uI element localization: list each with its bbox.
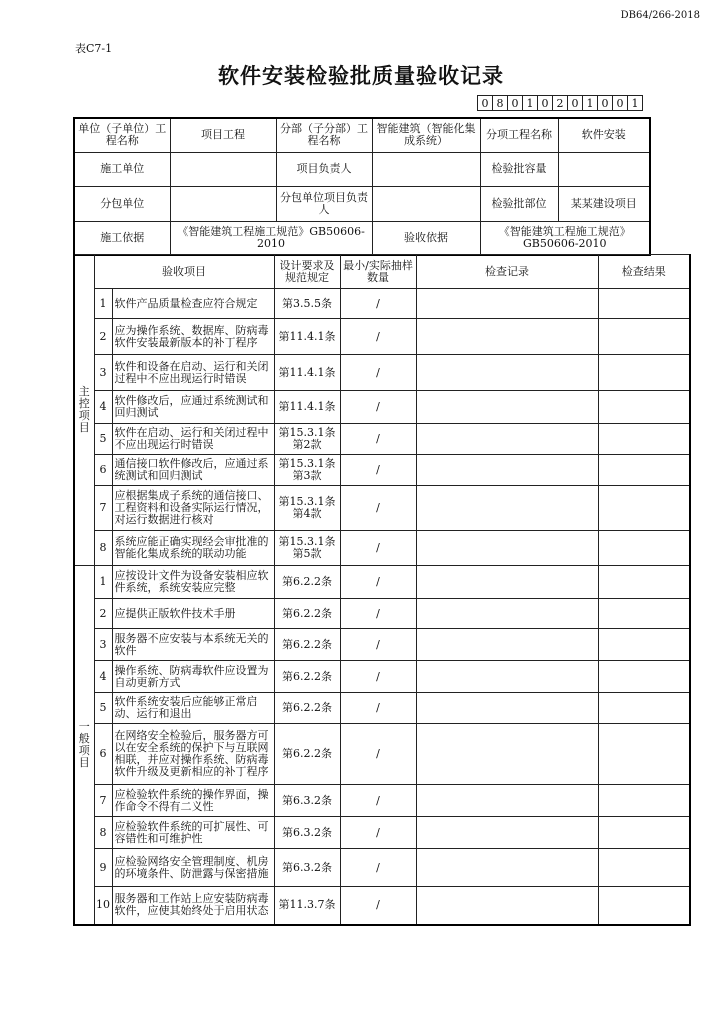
check-result[interactable] — [598, 289, 690, 319]
check-result[interactable] — [598, 629, 690, 661]
item-standard: 第6.2.2条 — [274, 629, 340, 661]
table-row — [74, 661, 690, 693]
table-row — [74, 486, 690, 531]
item-number: 5 — [94, 424, 112, 455]
table-row — [74, 817, 690, 849]
item-sample[interactable]: / — [340, 724, 416, 785]
item-standard: 第11.4.1条 — [274, 319, 340, 355]
item-sample[interactable]: / — [340, 319, 416, 355]
table-row — [74, 566, 690, 599]
item-standard: 第15.3.1条第5款 — [274, 531, 340, 566]
table-row — [74, 785, 690, 817]
item-number: 4 — [94, 661, 112, 693]
item-standard: 第11.3.7条 — [274, 887, 340, 925]
item-number: 1 — [94, 566, 112, 599]
item-text: 应根据集成子系统的通信接口、工程资料和设备实际运行情况，对运行数据进行核对 — [112, 486, 274, 531]
table-row — [74, 391, 690, 424]
item-standard: 第3.5.5条 — [274, 289, 340, 319]
col-sample: 最小/实际抽样数量 — [340, 255, 416, 289]
check-record[interactable] — [416, 455, 598, 486]
side-label-char: 控 — [78, 397, 90, 410]
capacity-label: 检验批容量 — [480, 152, 558, 186]
item-number: 7 — [94, 785, 112, 817]
subunit-value[interactable]: 智能建筑（智能化集成系统） — [372, 118, 480, 152]
check-record[interactable] — [416, 531, 598, 566]
item-text: 通信接口软件修改后，应通过系统测试和回归测试 — [112, 455, 274, 486]
table-row — [74, 887, 690, 925]
item-standard: 第6.2.2条 — [274, 661, 340, 693]
table-row — [74, 693, 690, 724]
item-text: 在网络安全检验后，服务器方可以在安全系统的保护下与互联网相联，并应对操作系统、防病毒软件升级及更新相应的补丁程序 — [112, 724, 274, 785]
item-standard: 第6.2.2条 — [274, 599, 340, 629]
table-row — [74, 531, 690, 566]
check-record[interactable] — [416, 849, 598, 887]
item-text: 软件修改后，应通过系统测试和回归测试 — [112, 391, 274, 424]
item-number: 2 — [94, 599, 112, 629]
item-number: 9 — [94, 849, 112, 887]
item-number: 3 — [94, 629, 112, 661]
check-record[interactable] — [416, 693, 598, 724]
item-number: 8 — [94, 817, 112, 849]
form-number: 表C7-1 — [75, 42, 113, 55]
basis-value[interactable]: 《智能建筑工程施工规范》GB50606-2010 — [170, 221, 372, 255]
item-text: 应提供正版软件技术手册 — [112, 599, 274, 629]
header-table — [73, 117, 651, 256]
item-text: 应检验软件系统的可扩展性、可容错性和可维护性 — [112, 817, 274, 849]
side-label-char: 一 — [78, 719, 90, 733]
standard-code: DB64/266-2018 — [620, 10, 700, 21]
check-record[interactable] — [416, 785, 598, 817]
item-sample[interactable]: / — [340, 531, 416, 566]
code-digit: 0 — [507, 95, 523, 111]
code-digit: 0 — [612, 95, 628, 111]
item-sample[interactable]: / — [340, 391, 416, 424]
code-digit: 0 — [537, 95, 553, 111]
part-label: 检验批部位 — [480, 186, 558, 221]
inspection-table — [73, 254, 691, 926]
item-number: 4 — [94, 391, 112, 424]
item-text: 软件在启动、运行和关闭过程中不应出现运行时错误 — [112, 424, 274, 455]
contractor-value[interactable] — [170, 152, 276, 186]
check-record[interactable] — [416, 355, 598, 391]
unit-value[interactable]: 项目工程 — [170, 118, 276, 152]
item-text: 服务器不应安装与本系统无关的软件 — [112, 629, 274, 661]
subunit-label: 分部（子分部）工程名称 — [276, 118, 372, 152]
item-standard: 第11.4.1条 — [274, 391, 340, 424]
check-result[interactable] — [598, 531, 690, 566]
contractor-label: 施工单位 — [74, 152, 170, 186]
check-result[interactable] — [598, 887, 690, 925]
acc-basis-value[interactable]: 《智能建筑工程施工规范》GB50606-2010 — [480, 221, 650, 255]
sub-label: 分包单位 — [74, 186, 170, 221]
check-result[interactable] — [598, 355, 690, 391]
unit-label: 单位（子单位）工程名称 — [74, 118, 170, 152]
item-sample[interactable]: / — [340, 599, 416, 629]
item-number: 6 — [94, 455, 112, 486]
code-digit: 0 — [477, 95, 493, 111]
col-design: 设计要求及规范规定 — [274, 255, 340, 289]
sub-value[interactable] — [170, 186, 276, 221]
item-sample[interactable]: / — [340, 629, 416, 661]
check-result[interactable] — [598, 661, 690, 693]
check-result[interactable] — [598, 849, 690, 887]
item-text: 软件和设备在启动、运行和关闭过程中不应出现运行时错误 — [112, 355, 274, 391]
item-standard: 第15.3.1条第2款 — [274, 424, 340, 455]
item-standard: 第15.3.1条第3款 — [274, 455, 340, 486]
check-result[interactable] — [598, 455, 690, 486]
item-sample[interactable]: / — [340, 817, 416, 849]
item-number: 8 — [94, 531, 112, 566]
item-sample[interactable]: / — [340, 887, 416, 925]
side-label-char: 般 — [78, 731, 90, 745]
check-result[interactable] — [598, 319, 690, 355]
item-number: 1 — [94, 289, 112, 319]
item-standard: 第11.4.1条 — [274, 355, 340, 391]
code-digit: 2 — [552, 95, 568, 111]
code-digit: 0 — [597, 95, 613, 111]
item-standard: 第6.2.2条 — [274, 724, 340, 785]
item-standard: 第6.3.2条 — [274, 817, 340, 849]
sub-pm-label: 分包单位项目负责人 — [276, 186, 372, 221]
table-row — [74, 724, 690, 785]
check-record[interactable] — [416, 817, 598, 849]
pm-label: 项目负责人 — [276, 152, 372, 186]
check-result[interactable] — [598, 724, 690, 785]
table-row — [74, 289, 690, 319]
item-number: 5 — [94, 693, 112, 724]
code-digit: 1 — [522, 95, 538, 111]
item-number: 10 — [94, 887, 112, 925]
check-result[interactable] — [598, 424, 690, 455]
item-sample[interactable]: / — [340, 486, 416, 531]
batch-code-boxes — [477, 95, 643, 111]
item-sample[interactable]: / — [340, 849, 416, 887]
item-standard: 第6.2.2条 — [274, 693, 340, 724]
item-standard: 第6.3.2条 — [274, 785, 340, 817]
check-record[interactable] — [416, 566, 598, 599]
item-number: 3 — [94, 355, 112, 391]
part-value[interactable]: 某某建设项目 — [558, 186, 650, 221]
side-label-char: 项 — [78, 743, 90, 757]
check-result[interactable] — [598, 693, 690, 724]
basis-label: 施工依据 — [74, 221, 170, 255]
code-digit: 1 — [582, 95, 598, 111]
item-sample[interactable]: / — [340, 566, 416, 599]
table-row — [74, 629, 690, 661]
check-result[interactable] — [598, 486, 690, 531]
table-row — [74, 319, 690, 355]
acc-basis-label: 验收依据 — [372, 221, 480, 255]
check-record[interactable] — [416, 486, 598, 531]
item-text: 应检验软件系统的操作界面，操作命令不得有二义性 — [112, 785, 274, 817]
table-row — [74, 424, 690, 455]
check-record[interactable] — [416, 599, 598, 629]
check-record[interactable] — [416, 629, 598, 661]
check-result[interactable] — [598, 391, 690, 424]
item-sample[interactable]: / — [340, 355, 416, 391]
item-number: 7 — [94, 486, 112, 531]
sub-pm-value[interactable] — [372, 186, 480, 221]
col-record: 检查记录 — [416, 255, 598, 289]
item-text: 服务器和工作站上应安装防病毒软件，应使其始终处于启用状态 — [112, 887, 274, 925]
item-standard: 第6.3.2条 — [274, 849, 340, 887]
code-digit: 1 — [627, 95, 643, 111]
table-row — [74, 455, 690, 486]
pm-value[interactable] — [372, 152, 480, 186]
general-items-label — [74, 566, 94, 925]
item-text: 系统应能正确实现经会审批准的智能化集成系统的联动功能 — [112, 531, 274, 566]
check-result[interactable] — [598, 599, 690, 629]
item-label: 分项工程名称 — [480, 118, 558, 152]
page-title: 软件安装检验批质量验收记录 — [218, 64, 504, 88]
item-text: 软件产品质量检查应符合规定 — [112, 289, 274, 319]
item-sample[interactable]: / — [340, 424, 416, 455]
item-sample[interactable]: / — [340, 661, 416, 693]
item-number: 6 — [94, 724, 112, 785]
table-row — [74, 599, 690, 629]
table-row — [74, 849, 690, 887]
check-result[interactable] — [598, 566, 690, 599]
col-item: 验收项目 — [94, 255, 274, 289]
item-value[interactable]: 软件安装 — [558, 118, 650, 152]
col-result: 检查结果 — [598, 255, 690, 289]
check-record[interactable] — [416, 887, 598, 925]
check-record[interactable] — [416, 424, 598, 455]
code-digit: 8 — [492, 95, 508, 111]
item-standard: 第6.2.2条 — [274, 566, 340, 599]
item-text: 应为操作系统、数据库、防病毒软件安装最新版本的补丁程序 — [112, 319, 274, 355]
item-standard: 第15.3.1条第4款 — [274, 486, 340, 531]
check-record[interactable] — [416, 661, 598, 693]
item-number: 2 — [94, 319, 112, 355]
check-record[interactable] — [416, 724, 598, 785]
check-record[interactable] — [416, 319, 598, 355]
item-sample[interactable]: / — [340, 785, 416, 817]
side-label-char: 目 — [78, 755, 90, 769]
check-record[interactable] — [416, 391, 598, 424]
item-text: 应按设计文件为设备安装相应软件系统，系统安装应完整 — [112, 566, 274, 599]
code-digit: 0 — [567, 95, 583, 111]
capacity-value[interactable] — [558, 152, 650, 186]
check-result[interactable] — [598, 785, 690, 817]
side-label-char: 目 — [78, 421, 90, 434]
item-text: 操作系统、防病毒软件应设置为自动更新方式 — [112, 661, 274, 693]
main-control-label — [74, 255, 94, 566]
item-text: 软件系统安装后应能够正常启动、运行和退出 — [112, 693, 274, 724]
table-row — [74, 355, 690, 391]
side-label-char: 项 — [78, 409, 90, 422]
item-sample[interactable]: / — [340, 693, 416, 724]
item-sample[interactable]: / — [340, 455, 416, 486]
check-record[interactable] — [416, 289, 598, 319]
side-label-char: 主 — [78, 385, 90, 398]
item-text: 应检验网络安全管理制度、机房的环境条件、防泄露与保密措施 — [112, 849, 274, 887]
item-sample[interactable]: / — [340, 289, 416, 319]
check-result[interactable] — [598, 817, 690, 849]
